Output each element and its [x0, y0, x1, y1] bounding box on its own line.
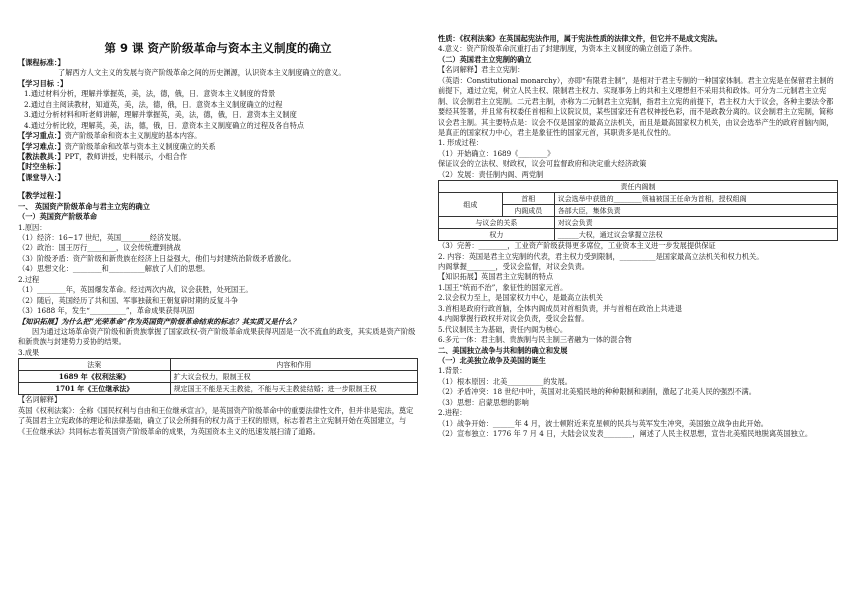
table-row: 与议会的关系 对议会负责: [439, 217, 838, 229]
goal-item: 4.通过分析比较，理解英，美，法，德，俄，日．意资本主义制度确立的过程及各自特点: [24, 120, 304, 130]
form-item: 保证议会的立法权、财政权，议会可监督政府和决定重大经济政策: [438, 159, 647, 169]
diff-label: 【学习难点：】: [18, 141, 65, 151]
cabinet-title: 责任内阁制: [439, 181, 838, 193]
process-head: 2.过程: [18, 274, 40, 284]
goal-item: 1.通过材料分析，理解并掌握英，美，法，德，俄，日．意资本主义制度的背景: [24, 89, 276, 99]
table-row: 内阁成员 各部大臣，集体负责: [439, 205, 838, 217]
table-row: 权力 ______大权，通过议会掌握立法权: [439, 229, 838, 241]
think-answer: 因为通过这场革命资产阶级和新贵族掌握了国家政权-资产阶级革命成果获得巩固是一次不流血的政变，其实质是资产阶级和新贵族与封建势力妥协的结果。: [18, 326, 416, 347]
nature-text: 性质：《权利法案》在英国起宪法作用，属于宪法性质的法律文件，但它并不是成文宪法。: [438, 34, 722, 43]
process-item: （1）________年，英国爆发革命。经过两次内战，议会获胜，处死国王。: [18, 285, 253, 295]
proc-head: 2.进程：: [438, 408, 467, 418]
bg-item: （1）根本原因：北美__________的发展。: [438, 376, 572, 386]
feature-item: 1.国王“统而不治”，象征性的国家元首。: [438, 282, 568, 292]
time-label: 【时空坐标：】: [18, 162, 65, 172]
key-text: 资产阶级革命和资本主义制度的基本内容。: [64, 131, 202, 141]
standard-label: 【课程标准：】: [18, 58, 65, 67]
difficulty: [18, 142, 418, 152]
term-label: 【名词解释】君主立宪制：: [438, 65, 525, 75]
proc-item: （2）宣布独立：1776 年 7 月 4 日，大陆会议发表________，阐述了人民主权思想，宣告北美殖民地脱离英国独立。: [438, 429, 813, 438]
tools: [18, 152, 418, 162]
reason-item: （4）思想文化：________和__________解放了人们的思想。: [18, 264, 210, 274]
content-text: 内阁掌握________，受议会监督，对议会负责。: [438, 262, 589, 271]
left-column: [18, 34, 418, 437]
process-item: （2）随后，英国经历了共和国、军事独裁和王朝复辟时期的反复斗争: [18, 295, 239, 305]
feature-item: 4.内阁掌握行政权并对议会负责，受议会监督。: [438, 314, 589, 324]
term-label: 【名词解释】: [18, 395, 62, 405]
term-text: （英语：Constitutional monarchy），亦即“有限君主制”，是相对于君主专制的一种国家体制。君主立宪是在保留君主制的前提下，通过立宪，树立人民主权、限制君主权力、实现事务上的共和主义理想但不采用共和政体。可分为二元制君主立宪制、议会制君主立宪制。二元君主制，亦称为二元制君主立宪制，指君主立宪的前提下，君主权力大于议会，各种主要法令都要经其签署，并且常有权委任首相和上议院议员，某些国家还有君权神授色彩，而不是政教分离的。议会制君主立宪制，简称议会君主制。其主要特点是：议会不仅是国家的最高立法机关，而且是最高国家权力机关，由议会选举产生的政府首脑内阁，是真正的国家权力中心，君主是象征性的国家元首，其职责多是礼仪性的。: [438, 75, 834, 137]
table-row: 1689 年《权利法案》 扩大议会权力，限制王权: [19, 371, 418, 383]
laws-table: [18, 358, 418, 395]
tools-text: PPT，教师讲授，史料展示，小组合作: [64, 151, 187, 161]
feature-item: 5.代议制民主为基础，责任内阁为核心。: [438, 324, 568, 334]
think-question: 【知识拓展】为什么把“光荣革命”作为英国资产阶级革命结束的标志？其实质又是什么？: [18, 316, 300, 326]
subsection-heading: （一）英国资产阶级革命: [18, 212, 98, 222]
feature-item: 2.议会权力至上，是国家权力中心，是最高立法机关: [438, 293, 603, 303]
cabinet-table: [438, 180, 838, 241]
content-text: 2. 内容：英国是君主立宪制的代表，君主权力受到限制，__________是国家最高立法机关和权力机关。: [438, 251, 764, 261]
subsection-heading: （二）英国君主立宪制的确立: [438, 54, 532, 64]
proc-item: （1）战争开始：______年 4 月，波士顿附近来克星顿的民兵与英军发生冲突，美国独立战争由此开始。: [438, 418, 768, 428]
bg-item: （2）矛盾冲突：18 世纪中叶，英国对北美殖民地的种种限制和剥削，激起了北美人民的强烈不满。: [438, 387, 756, 397]
form-item: （1）开始确立：1689《________》: [438, 148, 555, 158]
goals-label: 【学习目标 ：】: [18, 78, 68, 88]
section-heading: 一、 英国资产阶级革命与君主立宪的确立: [18, 201, 150, 211]
key-label: 【学习重点：】: [18, 131, 65, 141]
goal-item: 2.通过自主阅读教材，知道英，美，法，德，俄，日．意资本主义制度确立的过程: [24, 99, 283, 109]
reason-item: （2）政治：国王厉行________，议会传统遭到挑战: [18, 243, 181, 253]
form-item: （2）发展：责任制内阁、两党制: [438, 169, 544, 179]
bg-head: 1.背景：: [438, 366, 467, 376]
result-head: 3.成果: [18, 347, 40, 357]
table-header: 法案: [19, 359, 171, 371]
intro-label: 【课堂导入：】: [18, 172, 65, 182]
table-header: 内容和作用: [170, 359, 417, 371]
form-item: （3）完善：________，工业资产阶级获得更多席位，工业资本主义进一步发展提供保证: [438, 241, 716, 251]
reason-item: （1）经济：16~17 世纪，英国________经济发展。: [18, 233, 186, 242]
key-point: [18, 131, 418, 141]
section-heading: 二、美国独立战争与共和制的确立和发展: [438, 345, 568, 355]
process-label: 【教学过程：】: [18, 191, 65, 201]
term-text: 英国《权利法案》：全称《国民权利与自由和王位继承宣言》，是英国资产阶级革命中的重要法律性文件，但并非是宪法，奠定了英国君主立宪政体的理论和法律基础，确立了议会所拥有的权力高于王权的原则，标志着君主立宪制开始在英国建立，与《王位继承法》共同标志着英国资产阶级革命的成果，为英国资本主义的迅速发展扫清了道路。: [18, 405, 414, 436]
feature-item: 3.首相是政府行政首脑，全体内阁成员对首相负责，并与首相在政治上共进退: [438, 303, 683, 313]
diff-text: 资产阶级革命和改革与资本主义制度确立的关系: [64, 141, 216, 151]
tools-label: 【教法教具：】: [18, 151, 65, 161]
feature-item: 6.多元一体：君主制、贵族制与民主制三者融为一体的混合物: [438, 335, 632, 345]
goal-item: 3.通过分析材料和听老师讲解，理解并掌握英，美，法，德，俄，日．意资本主义制度: [24, 110, 297, 120]
process-item: （3）1688 年，发生“__________”，革命成果获得巩固: [18, 306, 195, 316]
right-column: [438, 34, 838, 439]
significance-text: 4.意义：资产阶级革命沉重打击了封建制度，为资本主义制度的确立创造了条件。: [438, 44, 697, 54]
subsection-heading: （一）北美独立战争及美国的诞生: [438, 355, 546, 365]
table-row: 1701 年《王位继承法》 规定国王不能是天主教徒，不能与天主教徒结婚；进一步限制王权: [19, 383, 418, 395]
reasons-head: 1.原因：: [18, 222, 47, 232]
bg-item: （3）思想：启蒙思想的影响: [438, 397, 529, 407]
reason-item: （3）阶级矛盾：资产阶级和新贵族在经济上日益强大，他们与封建统治阶级矛盾激化。: [18, 253, 296, 263]
page-title: 第 9 课 资产阶级革命与资本主义制度的确立: [104, 41, 332, 55]
standard-text: 了解西方人文主义的发展与资产阶级革命之间的历史渊源，认识资本主义制度确立的意义。: [58, 68, 346, 78]
ext-label: 【知识拓展】英国君主立宪制的特点: [438, 272, 554, 282]
table-row: 组成 首相 议会选举中获胜的________领袖被国王任命为首相，授权组阁: [439, 193, 838, 205]
form-head: 1. 形成过程：: [438, 138, 484, 148]
